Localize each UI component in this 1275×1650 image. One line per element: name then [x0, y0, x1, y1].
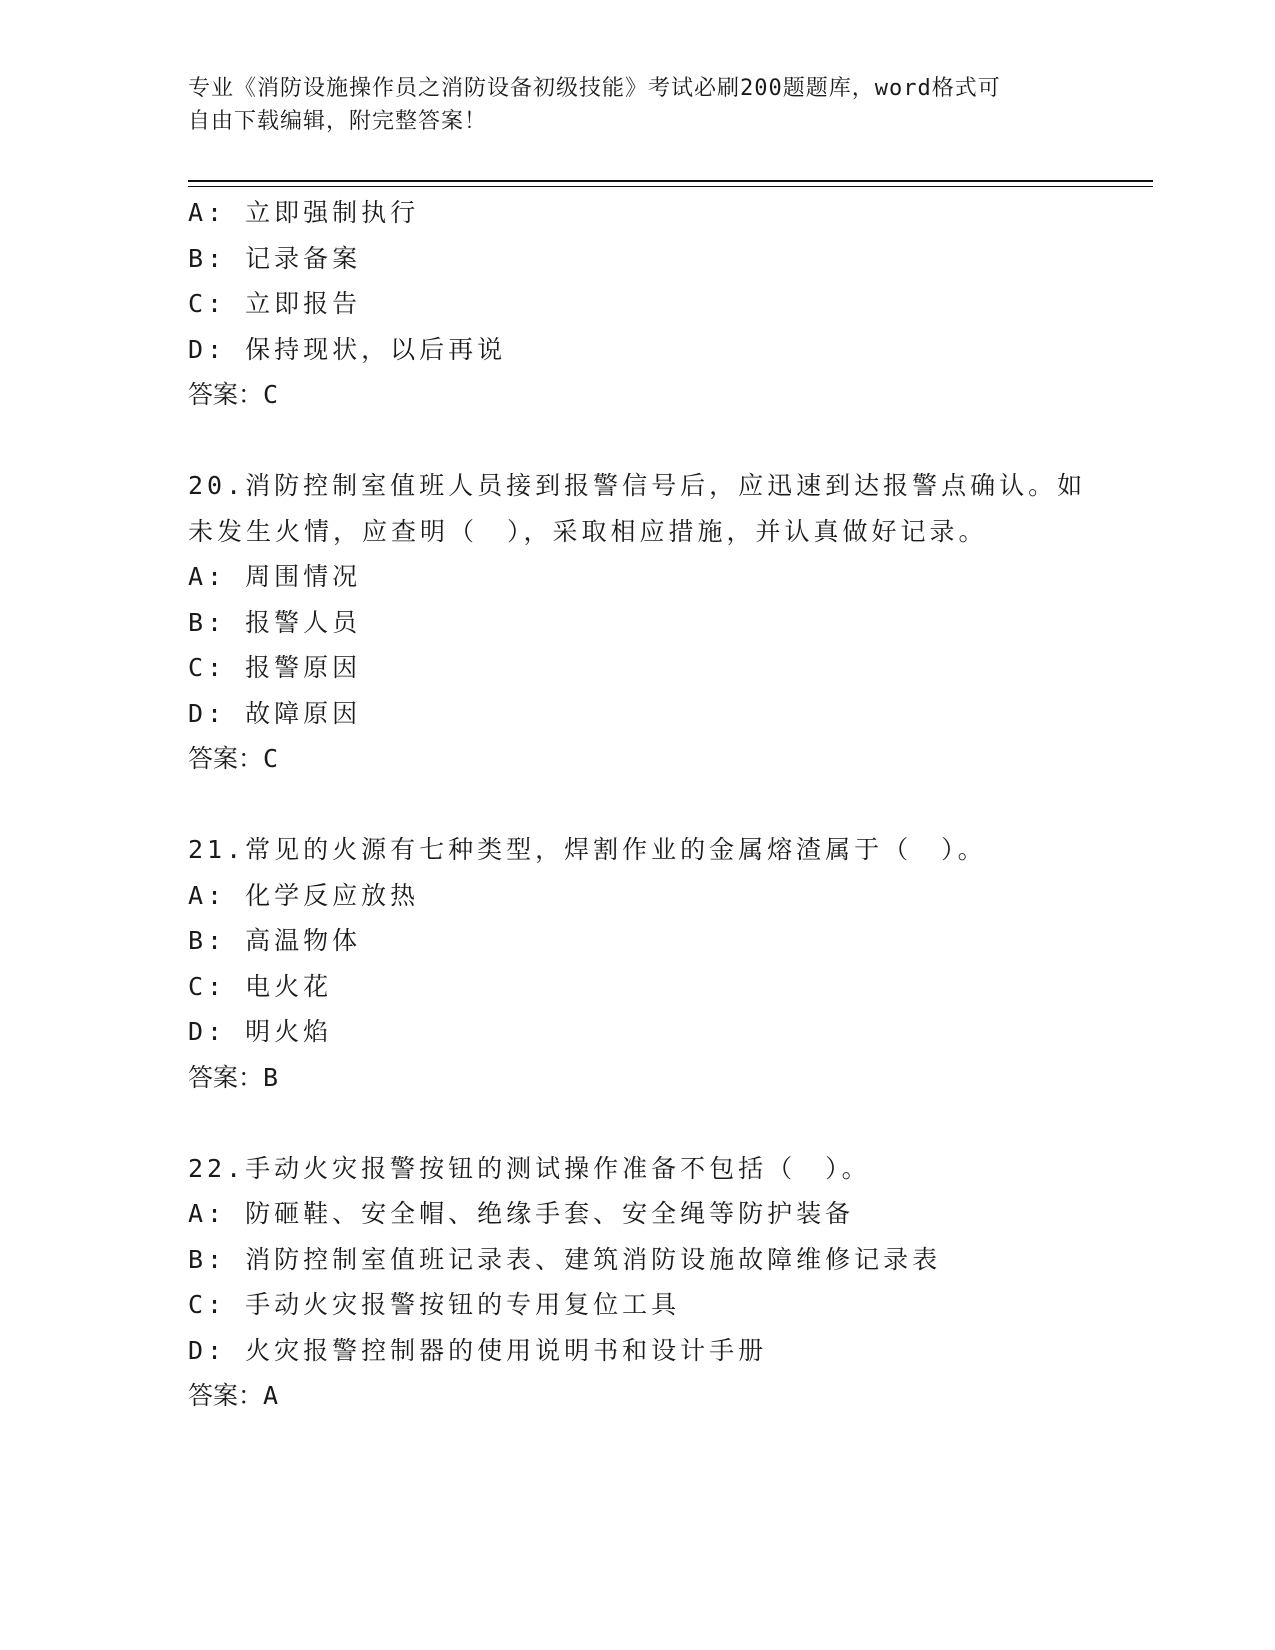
- document-header: [188, 72, 1088, 138]
- spacer: [188, 782, 1153, 828]
- option-a: A: 周围情况: [188, 562, 362, 591]
- answer-label: 答案：: [188, 1381, 264, 1410]
- header-line-1: 专业《消防设施操作员之消防设备初级技能》考试必刷200题题库，word格式可: [188, 76, 1001, 101]
- answer-label: 答案：: [188, 380, 264, 409]
- option-a: A: 立即强制执行: [188, 198, 420, 227]
- option-d: D: 保持现状，以后再说: [188, 334, 507, 364]
- question-block-21: [188, 827, 1153, 1100]
- answer-value: A: [263, 1381, 279, 1410]
- question-block-22: [188, 1146, 1153, 1419]
- question-stem-line: 未发生火情，应查明（ ），采取相应措施，并认真做好记录。: [188, 516, 988, 546]
- answer-line: [188, 736, 1153, 782]
- question-stem-line: 20.消防控制室值班人员接到报警信号后，应迅速到达报警点确认。如: [188, 471, 1087, 500]
- option-c: C: 手动火灾报警按钮的专用复位工具: [188, 1290, 681, 1319]
- header-divider-thick: [188, 180, 1153, 182]
- question-block-continued: [188, 190, 1153, 418]
- answer-value: C: [263, 744, 279, 773]
- option-b: B: 报警人员: [188, 607, 362, 637]
- option-c: C: 立即报告: [188, 289, 362, 318]
- answer-value: B: [263, 1062, 279, 1092]
- question-stem-line: 22.手动火灾报警按钮的测试操作准备不包括（ ）。: [188, 1153, 871, 1183]
- option-d: D: 明火焰: [188, 1017, 333, 1046]
- option-d: D: 火灾报警控制器的使用说明书和设计手册: [188, 1335, 768, 1365]
- answer-label: 答案：: [188, 1062, 264, 1092]
- option-b: B: 消防控制室值班记录表、建筑消防设施故障维修记录表: [188, 1244, 942, 1274]
- option-d: D: 故障原因: [188, 698, 362, 728]
- answer-line: [188, 1055, 1153, 1101]
- answer-line: [188, 372, 1153, 418]
- answer-label: 答案：: [188, 744, 264, 773]
- option-c: C: 报警原因: [188, 653, 362, 682]
- header-line-2: 自由下载编辑，附完整答案！: [188, 109, 488, 134]
- question-stem-line: 21.常见的火源有七种类型，焊割作业的金属熔渣属于（ ）。: [188, 835, 987, 864]
- option-b: B: 高温物体: [188, 926, 362, 955]
- spacer: [188, 418, 1153, 464]
- header-divider-thin: [188, 186, 1153, 187]
- question-block-20: [188, 463, 1153, 782]
- spacer: [188, 1100, 1153, 1146]
- option-a: A: 防砸鞋、安全帽、绝缘手套、安全绳等防护装备: [188, 1199, 855, 1228]
- option-c: C: 电火花: [188, 971, 333, 1001]
- option-b: B: 记录备案: [188, 243, 362, 273]
- question-list: [188, 190, 1153, 1419]
- option-a: A: 化学反应放热: [188, 880, 420, 910]
- answer-line: [188, 1373, 1153, 1419]
- answer-value: C: [263, 380, 279, 409]
